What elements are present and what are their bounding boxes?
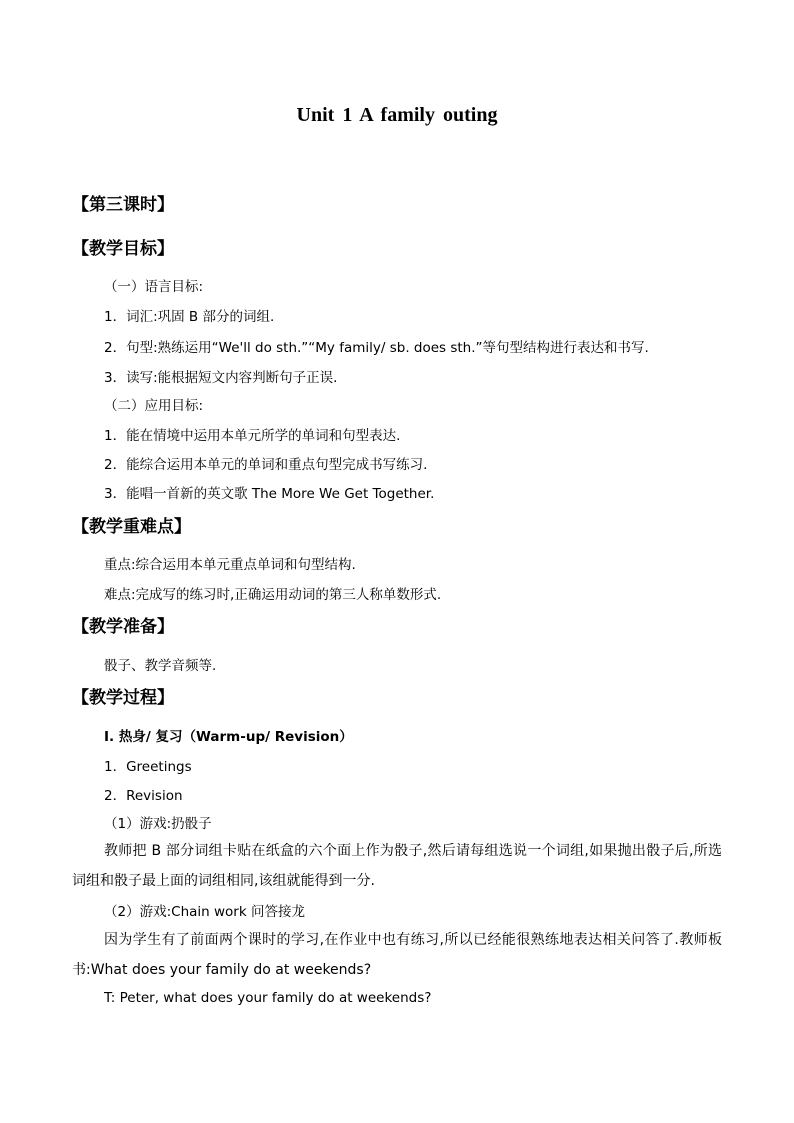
- step1-item: 2．Revision: [104, 788, 183, 804]
- game1-description: 教师把 B 部分词组卡贴在纸盒的六个面上作为骰子,然后请每组选说一个词组,如果抛出骰子后,所选词组和骰子最上面的词组相同,该组就能得到一分.: [72, 843, 722, 889]
- application-objective-item: 3．能唱一首新的英文歌 The More We Get Together.: [104, 486, 435, 502]
- language-objective-item: 1．词汇:巩固 B 部分的词组.: [104, 309, 275, 325]
- heading-objectives: 【教学目标】: [72, 239, 174, 259]
- step1-title: I. 热身/ 复习（Warm-up/ Revision）: [104, 729, 353, 745]
- heading-preparation: 【教学准备】: [72, 617, 174, 637]
- language-objective-item: 3．读写:能根据短文内容判断句子正误.: [104, 370, 338, 386]
- application-objectives-header: （二）应用目标:: [104, 398, 204, 414]
- language-objective-item: 2．句型:熟练运用“We'll do sth.”“My family/ sb. does sth.”等句型结构进行表达和书写.: [104, 340, 649, 356]
- dialog-line: T: Peter, what does your family do at weekends?: [104, 990, 432, 1006]
- heading-lesson: 【第三课时】: [72, 195, 174, 215]
- document-title: Unit 1 A family outing: [296, 104, 498, 126]
- game2-title: （2）游戏:Chain work 问答接龙: [104, 904, 305, 920]
- game1-title: （1）游戏:扔骰子: [104, 816, 212, 832]
- application-objective-item: 1．能在情境中运用本单元所学的单词和句型表达.: [104, 428, 401, 444]
- keypoint-difficulty: 难点:完成写的练习时,正确运用动词的第三人称单数形式.: [104, 587, 442, 603]
- game2-description: 因为学生有了前面两个课时的学习,在作业中也有练习,所以已经能很熟练地表达相关问答了.教师板书:What does your family do at weekends?: [72, 932, 722, 978]
- heading-process: 【教学过程】: [72, 688, 174, 708]
- language-objectives-header: （一）语言目标:: [104, 279, 204, 295]
- keypoint-focus: 重点:综合运用本单元重点单词和句型结构.: [104, 557, 356, 573]
- heading-keypoints: 【教学重难点】: [72, 517, 191, 537]
- application-objective-item: 2．能综合运用本单元的单词和重点句型完成书写练习.: [104, 457, 428, 473]
- preparation-text: 骰子、教学音频等.: [104, 658, 217, 674]
- step1-item: 1．Greetings: [104, 759, 192, 775]
